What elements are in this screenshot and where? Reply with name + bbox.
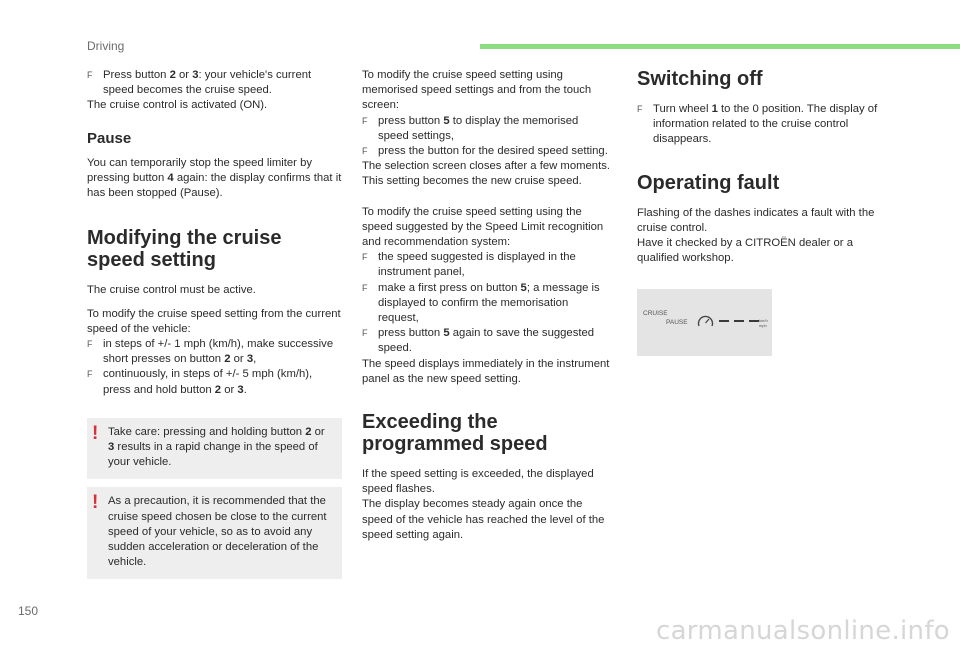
exceed-text-1: If the speed setting is exceeded, the displayed speed flashes.	[362, 468, 594, 496]
bullet-memorised-1: F press button 5 to display the memorised speed settings,	[362, 114, 579, 142]
section-color-bar	[480, 44, 960, 49]
must-active-text: The cruise control must be active.	[87, 284, 256, 297]
panel-unit: km/h mph	[759, 318, 768, 328]
panel-cruise-label: CRUISE	[643, 310, 668, 317]
bullet-suggested-1: F the speed suggested is displayed in the instrument panel,	[362, 251, 576, 279]
warning-icon: !	[92, 492, 99, 514]
memorised-intro: To modify the cruise speed setting using memorised speed settings and from the touch screen:	[362, 69, 592, 112]
section-label: Driving	[87, 39, 125, 53]
warning-box-precaution: ! As a precaution, it is recommended that the cruise speed chosen be close to the current speed of your vehicle, so as to avoid any sudden acceleration or deceleration of the vehicle.	[87, 487, 342, 579]
switching-off-heading: Switching off	[637, 68, 763, 90]
column-1	[87, 68, 342, 579]
memorised-close: The selection screen closes after a few moments.	[362, 160, 611, 173]
instrument-panel-illustration	[637, 289, 772, 356]
bullet-steps-5: F continuously, in steps of +/- 5 mph (km/h), press and hold button 2 or 3.	[87, 368, 313, 396]
suggested-intro: To modify the cruise speed setting using the speed suggested by the Speed Limit recognition and recommendation system:	[362, 205, 604, 249]
activated-text: The cruise control is activated (ON).	[87, 99, 268, 112]
pause-text: You can temporarily stop the speed limiter by pressing button 4 again: the display confirms that it has been stopped (Pause).	[87, 156, 342, 200]
bullet-mark: F	[87, 70, 93, 80]
page-number: 150	[18, 604, 39, 618]
modify-heading: Modifying the cruise speed setting	[87, 227, 282, 272]
operating-fault-heading: Operating fault	[637, 171, 780, 194]
fault-text-2: Have it checked by a CITROËN dealer or a qualified workshop.	[637, 237, 853, 265]
from-current-text: To modify the cruise speed setting from the current speed of the vehicle:	[87, 307, 341, 335]
bullet-suggested-2: F make a first press on button 5; a message is displayed to confirm the memorisation request,	[362, 281, 600, 325]
bullet-steps-1: F in steps of +/- 1 mph (km/h), make successive short presses on button 2 or 3,	[87, 338, 334, 366]
panel-dashes	[719, 320, 759, 322]
warning-box-rapid-change: ! Take care: pressing and holding button 2 or 3 results in a rapid change in the speed of your vehicle.	[87, 418, 342, 480]
bullet-memorised-2: F press the button for the desired speed setting.	[362, 145, 608, 158]
panel-pause-label: PAUSE	[666, 319, 688, 326]
bullet-suggested-3: F press button 5 again to save the suggested speed.	[362, 327, 595, 355]
bullet-turn-wheel: F Turn wheel 1 to the 0 position. The display of information related to the cruise control disappears.	[637, 103, 878, 146]
column-3	[637, 68, 897, 266]
fault-text-1: Flashing of the dashes indicates a fault with the cruise control.	[637, 206, 875, 234]
memorised-new: This setting becomes the new cruise speed.	[362, 175, 582, 188]
suggested-end: The speed displays immediately in the instrument panel as the new speed setting.	[362, 357, 610, 385]
exceed-text-2: The display becomes steady again once the speed of the vehicle has reached the level of the speed setting again.	[362, 498, 605, 541]
warning-icon: !	[92, 422, 99, 444]
watermark: carmanualsonline.info	[655, 616, 950, 646]
speedometer-icon	[697, 314, 714, 328]
exceed-heading: Exceeding the programmed speed	[362, 411, 548, 456]
bullet-press-button: F Press button 2 or 3: your vehicle's current speed becomes the cruise speed.	[87, 69, 312, 97]
pause-heading: Pause	[87, 129, 132, 147]
column-2	[362, 68, 612, 543]
